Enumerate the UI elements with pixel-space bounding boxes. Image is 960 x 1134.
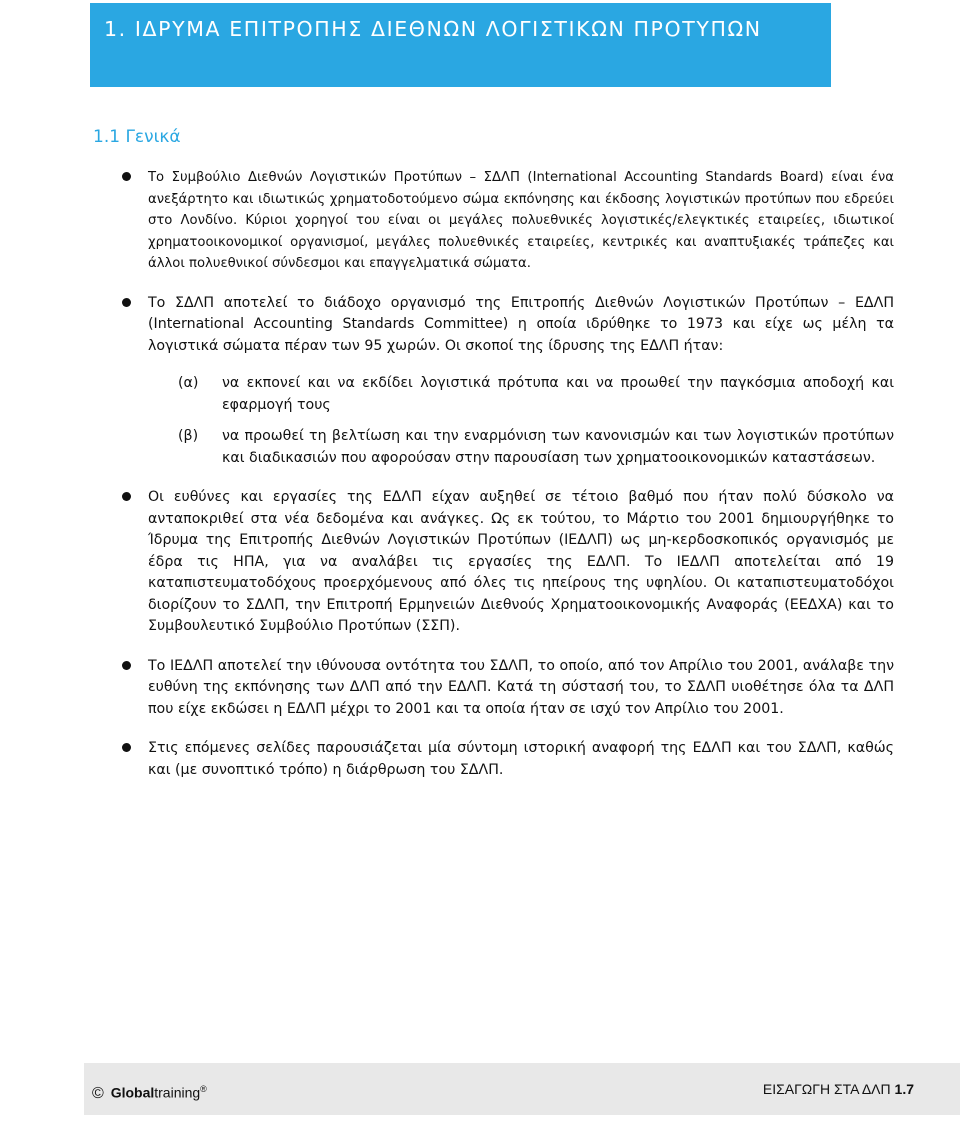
chapter-title: 1. ΙΔΡΥΜΑ ΕΠΙΤΡΟΠΗΣ ΔΙΕΘΝΩΝ ΛΟΓΙΣΤΙΚΩΝ ΠΡΟΤΥΠΩΝ: [104, 17, 762, 41]
footer-bar: [84, 1063, 960, 1115]
section-heading: 1.1 Γενικά: [93, 127, 181, 147]
chapter-banner: [90, 3, 831, 87]
sub-item-a: [0, 373, 960, 416]
main-content: [0, 167, 960, 799]
brand-name-bold: Global: [110, 1084, 155, 1101]
bullet-dot-icon: [122, 172, 131, 181]
bullet-text-3: Οι ευθύνες και εργασίες της ΕΔΛΠ είχαν αυξηθεί σε τέτοιο βαθμό που ήταν πολύ δύσκολο να ανταποκριθεί στα νέα δεδομένα και ανάγκες. Ως εκ τούτου, το Μάρτιο του 2001 δημιουργήθηκε το Ίδρυμα της Επιτροπής Διεθνών Λογιστικών Προτύπων (ΙΕΔΛΠ) ως μη-κερδοσκοπικός οργανισμός με έδρα τις ΗΠΑ, για να αναλάβει τις εργασίες της ΕΔΛΠ. Το ΙΕΔΛΠ αποτελείται από 19 καταπιστευματοδόχους προερχόμενους από όλες τις ηπείρους της υφηλίου. Οι καταπιστευματοδόχοι διορίζουν το ΣΔΛΠ, την Επιτροπή Ερμηνειών Διεθνούς Χρηματοοικονομικής Αναφοράς (ΕΕΔΧΑ) και το Συμβουλευτικό Συμβούλιο Προτύπων (ΣΣΠ).: [148, 489, 894, 634]
copyright-icon: ©: [92, 1084, 104, 1102]
course-title: ΕΙΣΑΓΩΓΗ ΣΤΑ ΔΛΠ: [762, 1081, 891, 1097]
bullet-text-1: Το Συμβούλιο Διεθνών Λογιστικών Προτύπων – ΣΔΛΠ (International Accounting Standards Board) είναι ένα ανεξάρτητο και ιδιωτικώς χρηματοδοτούμενο σώμα εκπόνησης και έκδοσης λογιστικών προτύπων που εδρεύει στο Λονδίνο. Κύριοι χορηγοί του είναι οι μεγάλες πολυεθνικές λογιστικές/ελεγκτικές εταιρείες, ιδιωτικοί χρηματοοικονομικοί οργανισμοί, μεγάλες πολυεθνικές εταιρείες, κεντρικές και αναπτυξιακές τράπεζες και άλλοι πολυεθνικοί σύνδεσμοι και επαγγελματικά σώματα.: [148, 170, 894, 271]
bullet-item-4: [0, 656, 960, 721]
bullet-dot-icon: [122, 743, 131, 752]
sub-item-label-b: (β): [178, 428, 199, 444]
sub-item-text-a: να εκπονεί και να εκδίδει λογιστικά πρότυπα και να προωθεί την παγκόσμια αποδοχή και εφαρμογή τους: [222, 375, 894, 413]
footer-page-info: [763, 1079, 914, 1099]
sub-list: [0, 373, 960, 469]
bullet-dot-icon: [122, 298, 131, 307]
bullet-text-4: Το ΙΕΔΛΠ αποτελεί την ιθύνουσα οντότητα του ΣΔΛΠ, το οποίο, από τον Απρίλιο του 2001, ανάλαβε την ευθύνη της εκπόνησης των ΔΛΠ από την ΕΔΛΠ. Κατά τη σύστασή του, το ΣΔΛΠ υιοθέτησε όλα τα ΔΛΠ που είχε εκδώσει η ΕΔΛΠ μέχρι το 2001 και τα οποία ήταν σε ισχύ τον Απρίλιο του 2001.: [148, 657, 894, 717]
bullet-text-2: Το ΣΔΛΠ αποτελεί το διάδοχο οργανισμό της Επιτροπής Διεθνών Λογιστικών Προτύπων – ΕΔΛΠ (International Accounting Standards Committee) η οποία ιδρύθηκε το 1973 και είχε ως μέλη τα λογιστικά σώματα πέραν των 95 χωρών. Οι σκοποί της ίδρυσης της ΕΔΛΠ ήταν:: [148, 294, 894, 354]
bullet-dot-icon: [122, 661, 131, 670]
footer-brand: [92, 1079, 207, 1104]
sub-item-text-b: να προωθεί τη βελτίωση και την εναρμόνιση των κανονισμών και των λογιστικών προτύπων και διαδικασιών που αφορούσαν στην παρουσίαση των χρηματοοικονομικών καταστάσεων.: [222, 428, 894, 466]
bullet-item-5: [0, 738, 960, 781]
page-number: 1.7: [894, 1081, 914, 1097]
bullet-item-1: [0, 167, 960, 275]
bullet-dot-icon: [122, 492, 131, 501]
bullet-item-3: [0, 487, 960, 638]
bullet-item-2: [0, 293, 960, 470]
brand-name-regular: training: [154, 1084, 201, 1101]
bullet-text-5: Στις επόμενες σελίδες παρουσιάζεται μία σύντομη ιστορική αναφορή της ΕΔΛΠ και του ΣΔΛΠ, καθώς και (με συνοπτικό τρόπο) η διάρθρωση του ΣΔΛΠ.: [148, 740, 894, 778]
registered-icon: ®: [200, 1084, 207, 1094]
sub-item-b: [0, 426, 960, 469]
sub-item-label-a: (α): [178, 375, 199, 391]
